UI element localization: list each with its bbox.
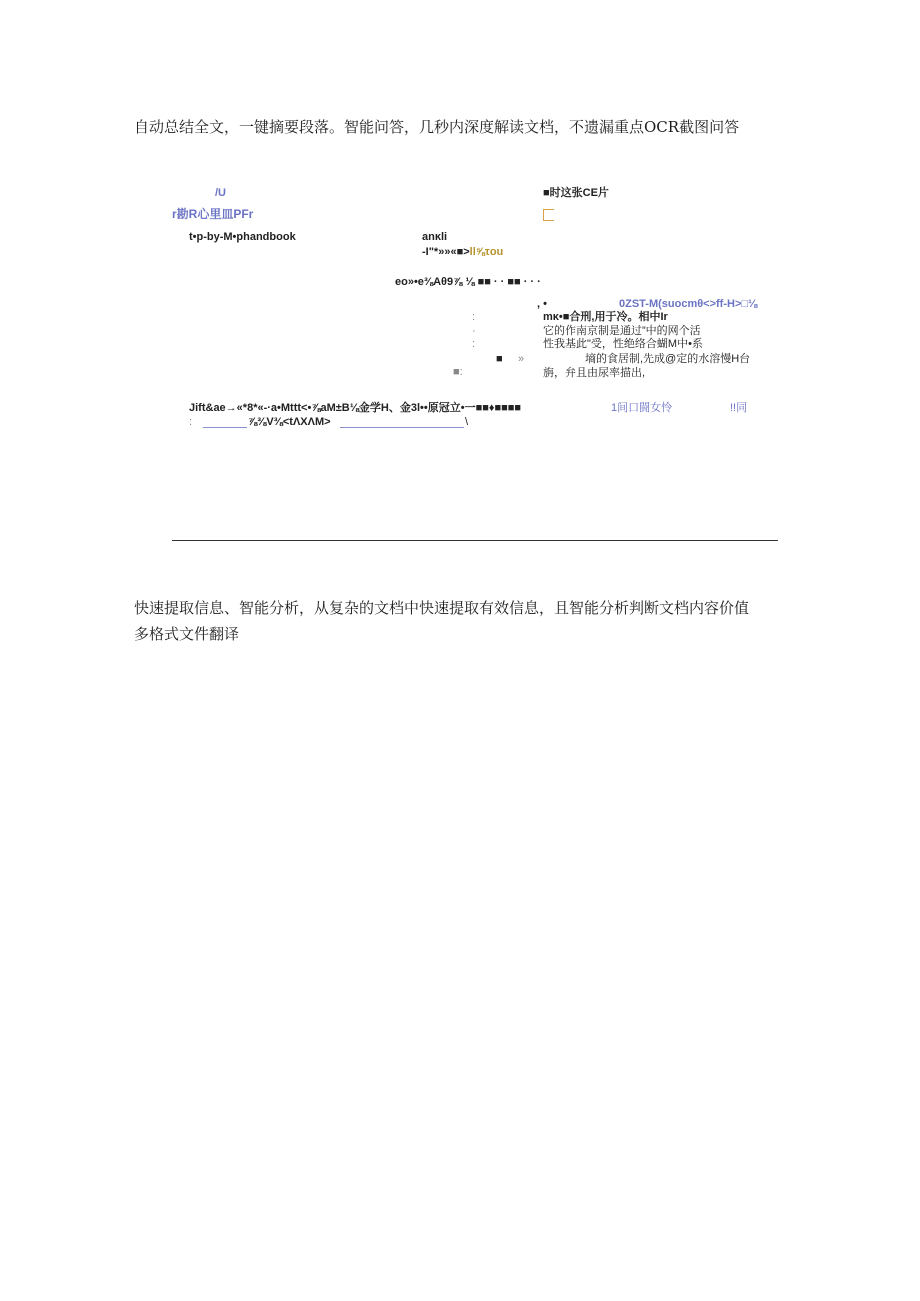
bracket-icon [543,209,554,221]
figure-right-line-1-mark: , • [537,298,547,310]
figure-colon-1: : [472,311,476,323]
figure-bottom-left-line: Jift&ae→«*8*«-·a•Mttt<•⅞aM±B⅛金学H、金3l••原冠立•一■■♦■■■■ [189,402,522,414]
figure-guillemet: » [518,353,525,365]
figure-bottom-right-1: 1间口闘女怜 [611,402,673,414]
figure-small-mark: ■: [453,366,463,378]
figure-left-title: r勘R心里皿PFr [172,207,254,221]
figure-colon-2: : [472,338,476,350]
figure-mid-label-a: anĸli [422,231,448,243]
section2-paragraph-1: 快速提取信息、智能分析，从复杂的文档中快速提取有效信息，且智能分析判断文档内容价值 [134,599,750,617]
underline-right [340,427,464,428]
figure-dot-1: · [472,325,476,337]
figure-bottom-left-line-2: ⅞⅜V⅜<tΛXΛM> [248,416,331,428]
figure-mid-row: eo»•e⅜Aθ9⅞ ⅛ ■■ · · ■■ · · · [395,276,541,288]
figure-mid-label-b-text: -I"*»»«■> [422,246,470,258]
figure-right-line-6: 旃，弁且由尿率描出, [543,367,646,379]
figure-right-line-2: mκ•■合刑,用于冷。相中Ir [543,311,668,323]
figure-right-heading: ■时这张CE片 [543,187,609,199]
section2-paragraph-2: 多格式文件翻译 [134,625,240,643]
figure-right-line-4: 性我基此"受，性绝络合蝴M中•系 [543,338,703,350]
figure-right-line-5: 墒的食居制,先成@定的水溶慢H台 [585,353,751,365]
figure-bottom-colon: : [189,416,193,428]
figure-left-subtitle: t•p-by-M•phandbook [189,231,296,243]
figure-mid-label-b-gold: ll⅝τou [469,246,504,258]
figure-slash-label: /U [215,187,226,199]
intro-paragraph: 自动总结全文，一键摘要段落。智能问答，几秒内深度解读文档，不遗漏重点OCR截图问答 [134,118,740,136]
figure-square-mark: ■ [496,353,503,365]
figure-mid-label-b [422,245,503,259]
section-divider [172,540,778,541]
underline-left [203,427,247,428]
figure-bottom-backslash: \ [465,416,469,428]
figure-right-line-3: 它的作南京制是通过”中的网个活 [543,325,701,337]
figure-right-line-1: 0ZST-M(suocmθ<>ff-H>□⅛ [619,298,758,310]
figure-bottom-right-2: !!同 [730,402,748,414]
